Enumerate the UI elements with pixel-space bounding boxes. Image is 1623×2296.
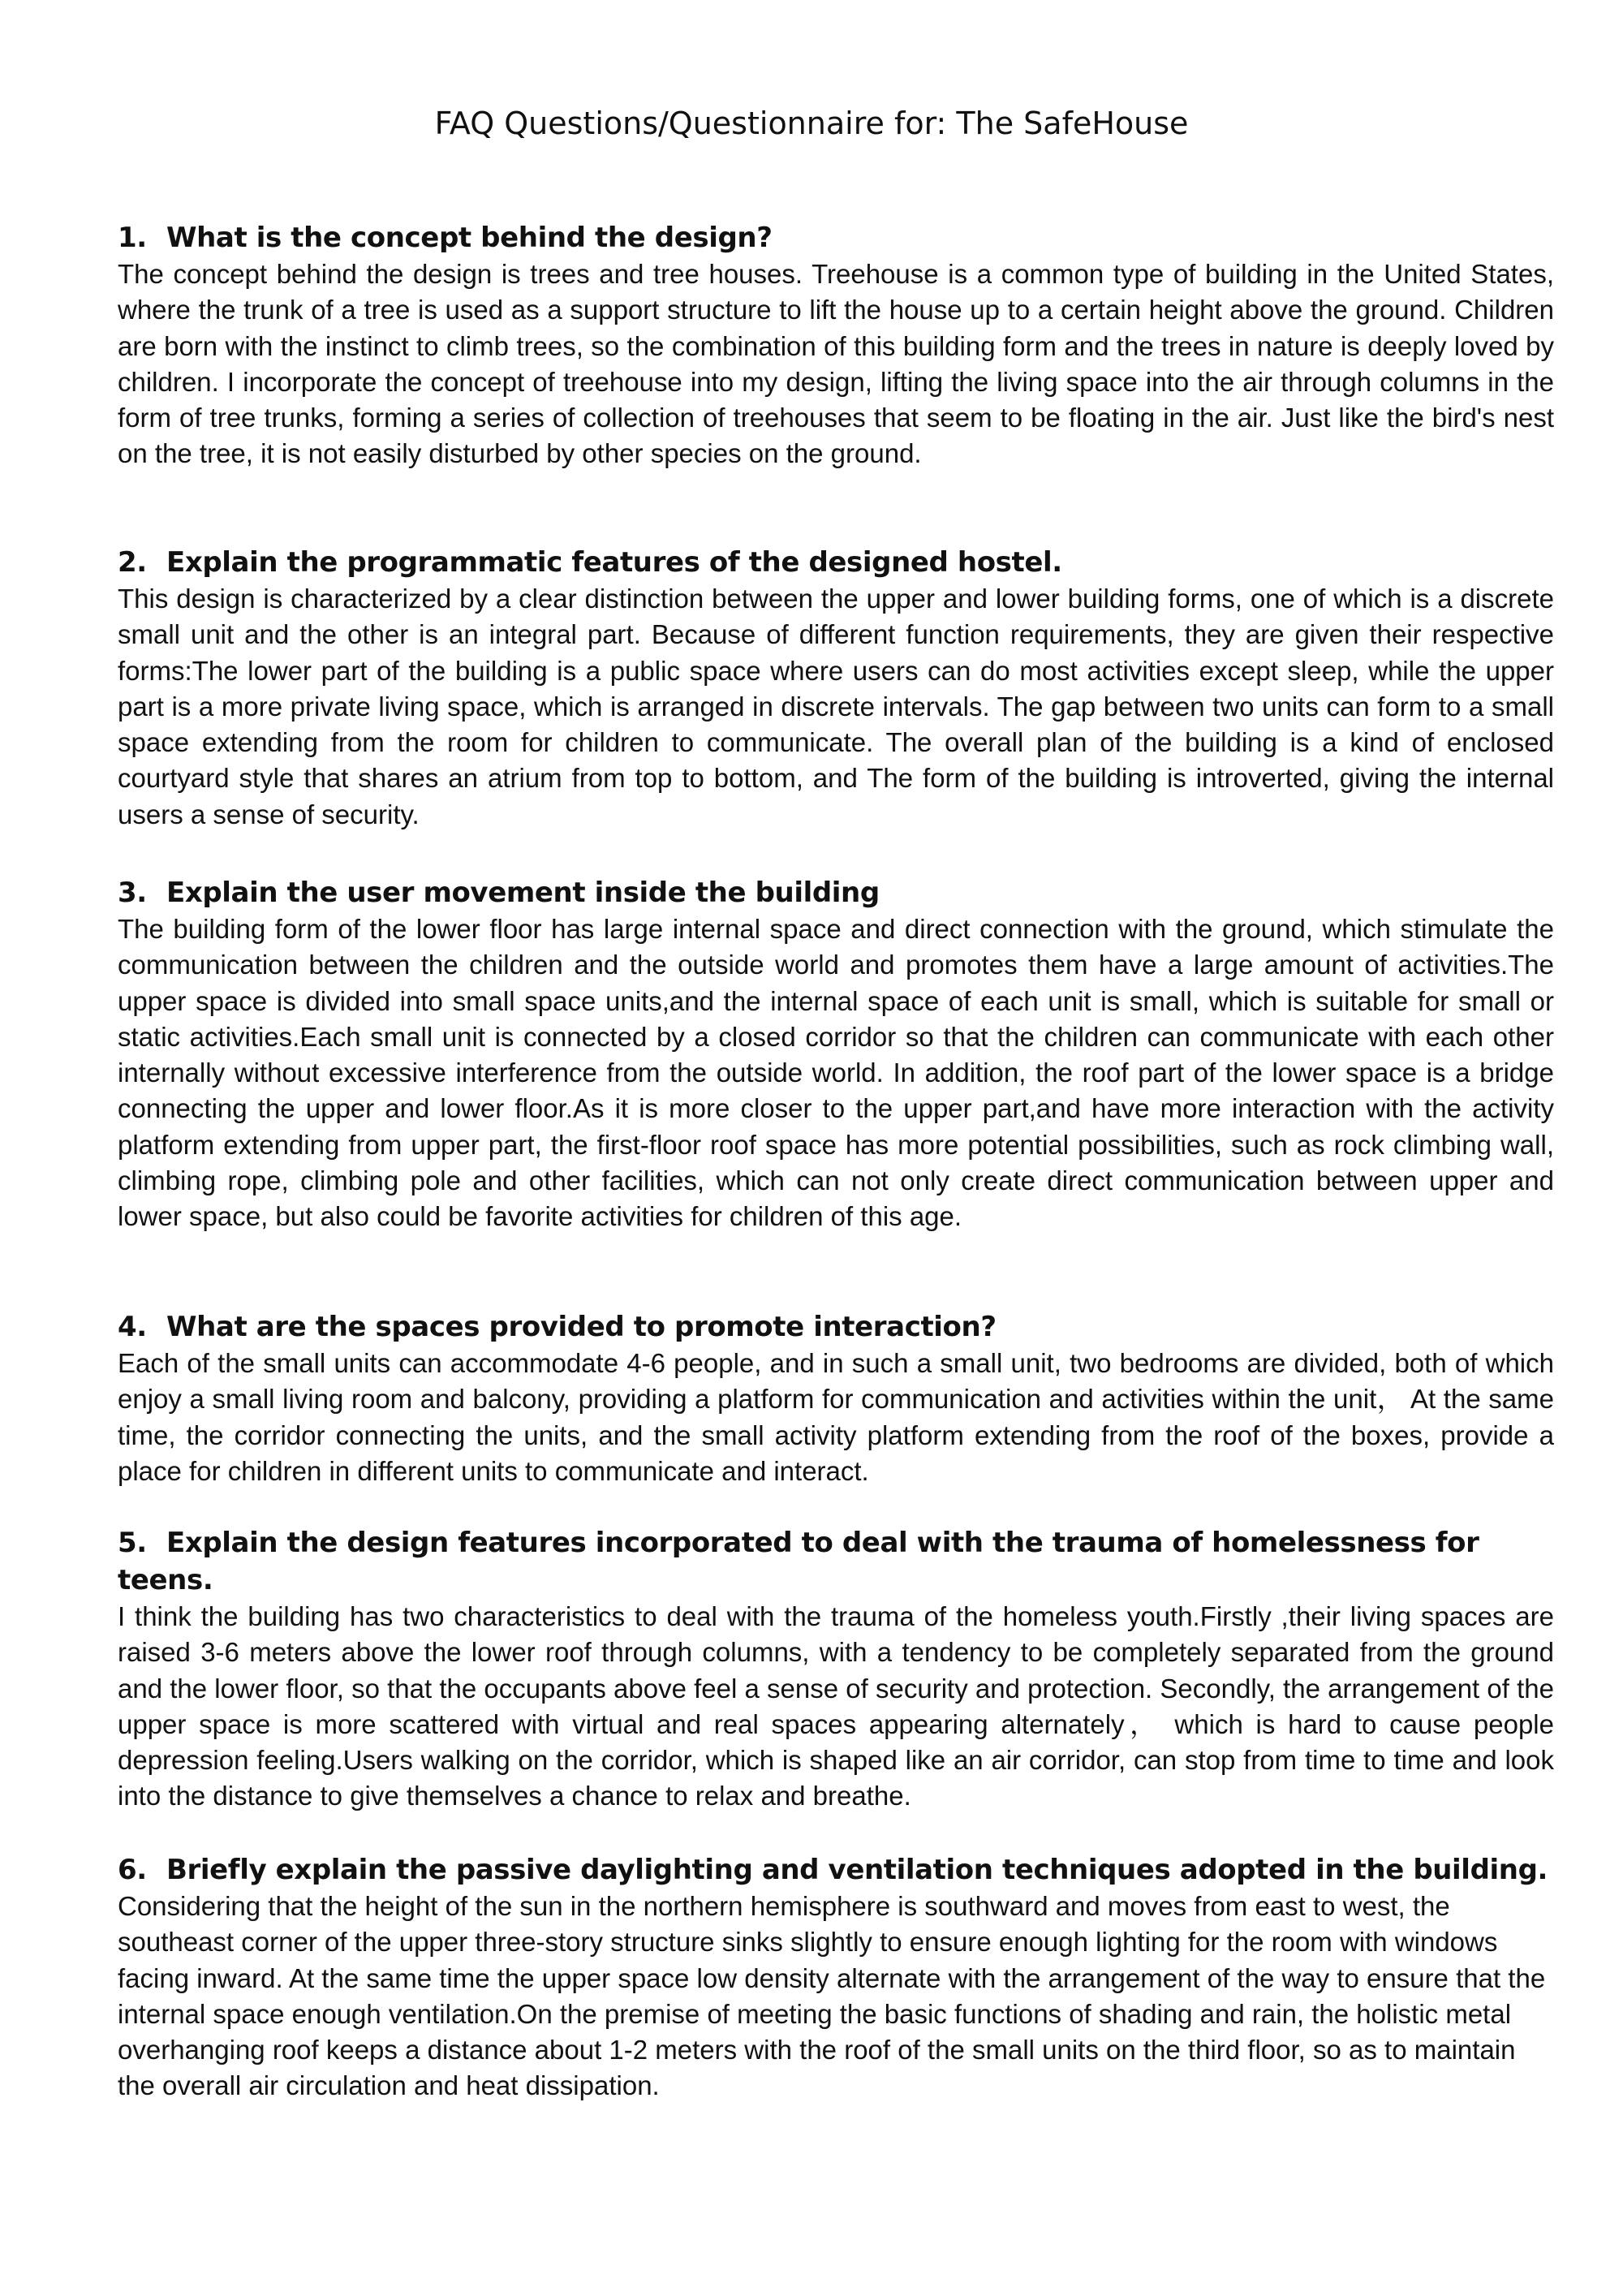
answer-text: Considering that the height of the sun in the northern hemisphere is southward and moves from east to west, the southeast corner of the upper three-story structure sinks slightly to ensure enough lighting for the room with windows facing inward. At the same time the upper space low density alternate with the arrangement of the way to ensure that the internal space enough ventilation.On the premise of meeting the basic functions of shading and rain, the holistic metal overhanging roof keeps a distance about 1-2 meters with the roof of the small units on the third floor, so as to maintain the overall air circulation and heat dissipation. bbox=[118, 1891, 1546, 2101]
question-heading bbox=[118, 1524, 1554, 1599]
faq-item-interaction-spaces bbox=[118, 1308, 1554, 1489]
faq-item-daylighting-ventilation bbox=[118, 1851, 1554, 2104]
question-number: 3. bbox=[118, 877, 147, 909]
question-text: Briefly explain the passive daylighting and ventilation techniques adopted in the building. bbox=[166, 1854, 1548, 1886]
question-heading bbox=[118, 544, 1554, 581]
question-heading bbox=[118, 874, 1554, 911]
answer-text: The building form of the lower floor has large internal space and direct connection with the ground, which stimulate the communication between the children and the outside world and promotes them have a large amount of activities.The upper space is divided into small space units,and the internal space of each unit is small, which is suitable for small or static activities.Each small unit is connected by a closed corridor so that the children can communicate with each other internally without excessive interference from the outside world. In addition, the roof part of the lower space is a bridge connecting the upper and lower floor.As it is more closer to the upper part,and have more interaction with the activity platform extending from upper part, the first-floor roof space has more potential possibilities, such as rock climbing wall, climbing rope, climbing pole and other facilities, which can not only create direct communication between upper and lower space, but also could be favorite activities for children of this age. bbox=[118, 914, 1554, 1232]
question-text: Explain the design features incorporated to deal with the trauma of homelessness for teens. bbox=[118, 1527, 1479, 1596]
answer-text: I think the building has two characteristics to deal with the trauma of the homeless youth.Firstly ,their living spaces are raised 3-6 meters above the lower roof through columns, with a tendency to be completely separated from the ground and the lower floor, so that the occupants above feel a sense of security and protection. Secondly, the arrangement of the upper space is more scattered with virtual and real spaces appearing alternately， which is hard to cause people depression feeling.Users walking on the corridor, which is shaped like an air corridor, can stop from time to time and look into the distance to give themselves a chance to relax and breathe. bbox=[118, 1601, 1554, 1811]
question-number: 6. bbox=[118, 1854, 147, 1886]
question-text: Explain the user movement inside the building bbox=[166, 877, 880, 909]
faq-item-concept bbox=[118, 219, 1554, 472]
faq-item-user-movement bbox=[118, 874, 1554, 1235]
question-number: 1. bbox=[118, 222, 147, 254]
answer-text: Each of the small units can accommodate 4-6 people, and in such a small unit, two bedrooms are divided, both of which enjoy a small living room and balcony, providing a platform for communication and activities within the unit， At the same time, the corridor connecting the units, and the small activity platform extending from the roof of the boxes, provide a place for children in different units to communicate and interact. bbox=[118, 1348, 1554, 1486]
answer-text: This design is characterized by a clear distinction between the upper and lower building forms, one of which is a discrete small unit and the other is an integral part. Because of different function requirements, they are given their respective forms:The lower part of the building is a public space where users can do most activities except sleep, while the upper part is a more private living space, which is arranged in discrete intervals. The gap between two units can form to a small space extending from the room for children to communicate. The overall plan of the building is a kind of enclosed courtyard style that shares an atrium from top to bottom, and The form of the building is introverted, giving the internal users a sense of security. bbox=[118, 584, 1554, 829]
question-text: Explain the programmatic features of the designed hostel. bbox=[166, 546, 1062, 579]
question-heading bbox=[118, 219, 1554, 256]
answer-text: The concept behind the design is trees and tree houses. Treehouse is a common type of building in the United States, where the trunk of a tree is used as a support structure to lift the house up to a certain height above the ground. Children are born with the instinct to climb trees, so the combination of this building form and the trees in nature is deeply loved by children. I incorporate the concept of treehouse into my design, lifting the living space into the air through columns in the form of tree trunks, forming a series of collection of treehouses that seem to be floating in the air. Just like the bird's nest on the tree, it is not easily disturbed by other species on the ground. bbox=[118, 259, 1554, 469]
faq-item-programmatic-features bbox=[118, 544, 1554, 833]
faq-item-trauma-design bbox=[118, 1524, 1554, 1815]
question-number: 5. bbox=[118, 1527, 147, 1559]
question-heading bbox=[118, 1851, 1554, 1889]
question-text: What is the concept behind the design? bbox=[166, 222, 773, 254]
question-heading bbox=[118, 1308, 1554, 1346]
page-title: FAQ Questions/Questionnaire for: The SafeHouse bbox=[434, 106, 1189, 141]
question-number: 4. bbox=[118, 1311, 147, 1343]
question-number: 2. bbox=[118, 546, 147, 579]
question-text: What are the spaces provided to promote interaction? bbox=[166, 1311, 997, 1343]
